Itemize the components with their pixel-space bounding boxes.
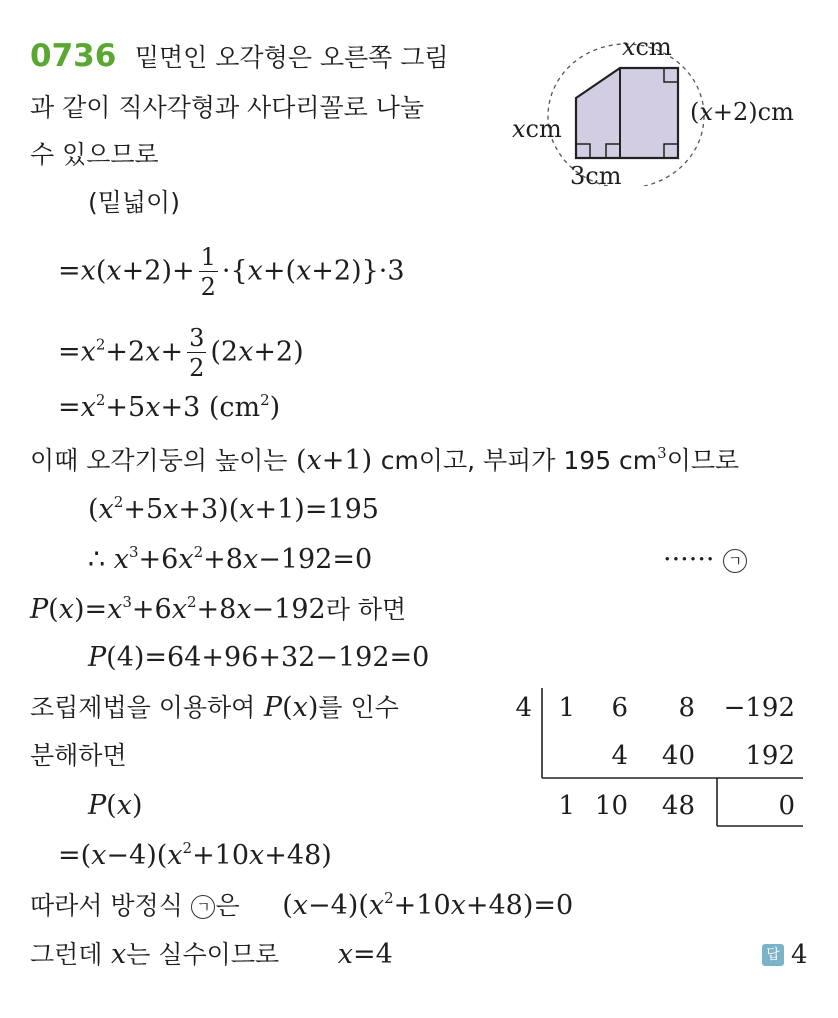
synth-cell: −192	[723, 693, 795, 723]
marker-circle: ㄱ	[191, 895, 215, 919]
area-eq-1: =x(x+2)+ $\frac{1}{2}$ ·{x+(x+2)}·3	[58, 243, 405, 301]
intro-line-1: 밑면인 오각형은 오른쪽 그림	[134, 43, 449, 72]
synth-cell: 1	[558, 693, 575, 723]
problem-header	[30, 38, 449, 76]
volume-eq: $(x^2+5x+3)(x+1)=195$	[88, 493, 379, 525]
synth-cell: 4	[611, 741, 628, 771]
intro-line-2: 과 같이 직사각형과 사다리꼴로 나눌	[30, 93, 425, 122]
synth-cell: 0	[778, 791, 795, 821]
synth-cell: 1	[558, 791, 575, 821]
area-label: (밑넓이)	[88, 188, 180, 217]
p4-eval: P(4)=64+96+32−192=0	[88, 642, 430, 673]
px-label: P(x)	[88, 790, 143, 821]
factored-form: $=(x-4)(x^2+10x+48)$	[58, 839, 332, 871]
synth-sentence-1: 조립제법을 이용하여 P(x)를 인수	[30, 692, 399, 723]
synth-cell: 40	[661, 741, 695, 771]
fig-left-label: xcm	[512, 115, 562, 143]
px-definition: $P(x)=x^3+6x^2+8x-192$라 하면	[30, 593, 407, 625]
eq-marker: ······ ㄱ	[663, 542, 747, 578]
answer-value: 4	[791, 940, 808, 970]
answer-icon: 답	[762, 944, 784, 966]
final-sentence: 그런데 x는 실수이므로 x=4	[30, 939, 393, 970]
fig-right-label: (x+2)cm	[690, 98, 794, 126]
intro-line-3: 수 있으므로	[30, 140, 159, 169]
area-eq-3: $=x^2+5x+3$ $(cm^2)$	[58, 391, 281, 423]
height-sentence: 이때 오각기둥의 높이는 (x+1) cm이고, 부피가 195 $cm^3$이므로	[30, 444, 740, 476]
cubic-eq: ∴ $x^3+6x^2+8x-192=0$	[88, 543, 373, 575]
synth-sentence-2: 분해하면	[30, 741, 127, 770]
synth-cell: 192	[745, 741, 795, 771]
marker-circle: ㄱ	[723, 549, 747, 573]
problem-number: 0736	[30, 38, 117, 74]
therefore-sentence: 따라서 방정식 ㄱ 은 $(x-4)(x^2+10x+48)=0$	[30, 889, 574, 921]
fig-top-label: xcm	[622, 33, 672, 61]
synth-divisor: 4	[515, 693, 532, 723]
synth-cell: 6	[611, 693, 628, 723]
area-eq-2: $=x^2+2x+$ $\frac{3}{2}$ (2x+2)	[58, 324, 304, 382]
synth-cell: 8	[678, 693, 695, 723]
pentagon-shape	[576, 68, 678, 158]
synth-cell: 10	[594, 791, 628, 821]
fig-bottom-label: 3cm	[570, 162, 622, 190]
synth-cell: 48	[661, 791, 695, 821]
